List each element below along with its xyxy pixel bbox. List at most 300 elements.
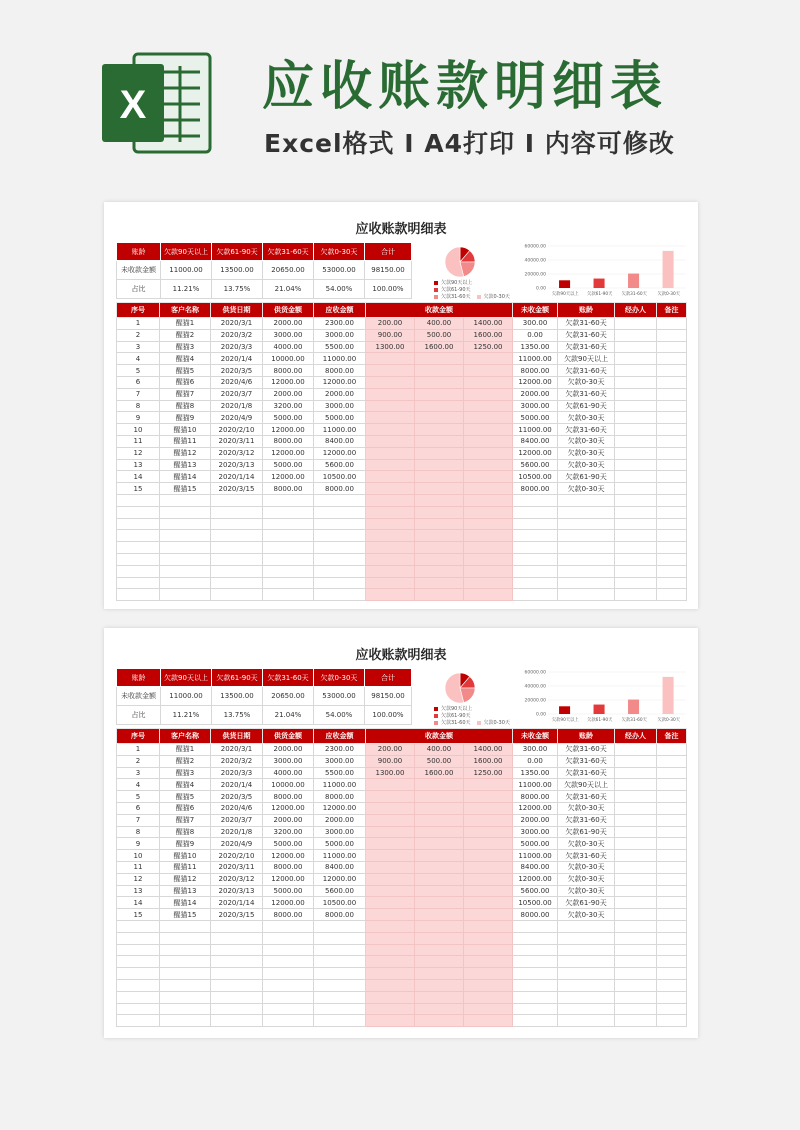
- legend-swatch: [434, 721, 438, 725]
- table-row: [117, 838, 687, 850]
- table-cell: 12000.00: [314, 873, 366, 885]
- table-cell: 8000.00: [314, 365, 366, 377]
- table-cell: [211, 518, 263, 530]
- table-cell: [464, 471, 513, 483]
- table-cell: [513, 589, 558, 601]
- table-header-cell: 收款金额: [366, 303, 513, 318]
- table-cell: [211, 991, 263, 1003]
- table-row: [117, 459, 687, 471]
- table-cell: [263, 506, 314, 518]
- table-cell: [657, 318, 687, 330]
- table-cell: [615, 850, 657, 862]
- table-cell: [263, 979, 314, 991]
- table-cell: 12000.00: [513, 802, 558, 814]
- table-cell: [615, 873, 657, 885]
- table-cell: [415, 412, 464, 424]
- table-cell: [464, 909, 513, 921]
- table-cell: [160, 530, 211, 542]
- summary-header-cell: 账龄: [117, 243, 161, 261]
- table-cell: [263, 494, 314, 506]
- summary-cell: 100.00%: [365, 280, 412, 299]
- empty-row: [117, 494, 687, 506]
- table-cell: [657, 755, 687, 767]
- detail-table: [116, 302, 687, 601]
- table-header-cell: 未收金额: [513, 729, 558, 744]
- table-header-cell: 备注: [657, 729, 687, 744]
- table-cell: 醒猫5: [160, 791, 211, 803]
- table-cell: 200.00: [366, 318, 415, 330]
- table-cell: [211, 920, 263, 932]
- table-cell: [464, 494, 513, 506]
- table-cell: [615, 542, 657, 554]
- x-tick-label: 欠款0-30天: [657, 718, 681, 723]
- table-cell: 3000.00: [263, 755, 314, 767]
- table-cell: 醒猫10: [160, 424, 211, 436]
- table-cell: [211, 979, 263, 991]
- table-cell: [415, 885, 464, 897]
- table-cell: [415, 1003, 464, 1015]
- table-row: [117, 814, 687, 826]
- table-cell: [160, 565, 211, 577]
- table-cell: 7: [117, 388, 160, 400]
- table-cell: [657, 979, 687, 991]
- table-cell: 欠款0-30天: [558, 909, 615, 921]
- table-cell: [615, 932, 657, 944]
- table-cell: 5000.00: [314, 412, 366, 424]
- table-cell: 欠款31-60天: [558, 814, 615, 826]
- table-cell: [615, 814, 657, 826]
- table-cell: [464, 850, 513, 862]
- empty-row: [117, 542, 687, 554]
- table-cell: [513, 991, 558, 1003]
- table-cell: [615, 767, 657, 779]
- table-cell: 12000.00: [513, 447, 558, 459]
- summary-row: [117, 261, 412, 280]
- table-cell: 10000.00: [263, 779, 314, 791]
- x-tick-label: 欠款90天以上: [551, 292, 579, 297]
- table-cell: [366, 353, 415, 365]
- table-cell: [657, 388, 687, 400]
- y-tick-label: 20000.00: [524, 272, 546, 278]
- table-cell: [558, 1003, 615, 1015]
- table-cell: [415, 459, 464, 471]
- table-cell: 11000.00: [314, 424, 366, 436]
- table-cell: [263, 553, 314, 565]
- table-cell: 欠款61-90天: [558, 471, 615, 483]
- table-cell: [314, 1015, 366, 1027]
- table-cell: [366, 932, 415, 944]
- summary-row: [117, 280, 412, 299]
- table-cell: [657, 920, 687, 932]
- table-cell: 醒猫1: [160, 744, 211, 756]
- table-header-cell: 收款金额: [366, 729, 513, 744]
- table-cell: [615, 435, 657, 447]
- summary-cell: 53000.00: [314, 261, 365, 280]
- table-cell: [657, 802, 687, 814]
- table-cell: 12000.00: [314, 376, 366, 388]
- table-cell: [464, 885, 513, 897]
- table-cell: [558, 553, 615, 565]
- table-cell: 3: [117, 767, 160, 779]
- table-cell: [263, 944, 314, 956]
- bar-chart: [520, 242, 688, 300]
- table-cell: 12000.00: [314, 447, 366, 459]
- table-cell: [160, 920, 211, 932]
- table-cell: 8000.00: [263, 909, 314, 921]
- summary-header-cell: 欠款61-90天: [212, 243, 263, 261]
- table-cell: 2000.00: [314, 388, 366, 400]
- table-cell: [615, 956, 657, 968]
- table-cell: [415, 968, 464, 980]
- table-cell: 5600.00: [314, 885, 366, 897]
- legend-label: 欠款61-90天: [441, 287, 471, 293]
- table-cell: [615, 1015, 657, 1027]
- table-cell: 5600.00: [513, 459, 558, 471]
- summary-cell: 98150.00: [365, 261, 412, 280]
- table-cell: [366, 412, 415, 424]
- table-cell: 5500.00: [314, 767, 366, 779]
- table-cell: [464, 873, 513, 885]
- table-cell: [366, 506, 415, 518]
- table-cell: [160, 944, 211, 956]
- sheet-title: 应收账款明细表: [355, 648, 447, 663]
- table-row: [117, 744, 687, 756]
- table-cell: [211, 1003, 263, 1015]
- table-cell: [657, 376, 687, 388]
- table-cell: 2: [117, 329, 160, 341]
- table-cell: [314, 506, 366, 518]
- summary-header-cell: 欠款0-30天: [314, 243, 365, 261]
- table-cell: [366, 802, 415, 814]
- x-tick-label: 欠款31-60天: [621, 718, 647, 723]
- table-cell: [366, 1015, 415, 1027]
- table-cell: 1350.00: [513, 767, 558, 779]
- table-cell: [415, 897, 464, 909]
- table-cell: [415, 435, 464, 447]
- table-cell: [263, 542, 314, 554]
- table-cell: [615, 897, 657, 909]
- summary-header-cell: 欠款61-90天: [212, 669, 263, 687]
- table-cell: [117, 932, 160, 944]
- table-cell: [211, 553, 263, 565]
- table-cell: 欠款31-60天: [558, 424, 615, 436]
- table-cell: 醒猫11: [160, 861, 211, 873]
- table-header-cell: 供货金额: [263, 729, 314, 744]
- table-cell: 10500.00: [513, 471, 558, 483]
- table-cell: [657, 861, 687, 873]
- bar: [594, 279, 605, 288]
- table-cell: [513, 920, 558, 932]
- table-cell: 1600.00: [415, 767, 464, 779]
- table-cell: 醒猫2: [160, 329, 211, 341]
- table-cell: [366, 494, 415, 506]
- table-cell: [657, 779, 687, 791]
- table-cell: [615, 318, 657, 330]
- table-cell: [211, 932, 263, 944]
- table-row: [117, 435, 687, 447]
- table-cell: 醒猫7: [160, 814, 211, 826]
- table-cell: 5000.00: [263, 838, 314, 850]
- table-cell: [263, 968, 314, 980]
- table-cell: [657, 944, 687, 956]
- table-cell: [615, 920, 657, 932]
- table-row: [117, 400, 687, 412]
- table-cell: [464, 459, 513, 471]
- table-cell: [657, 838, 687, 850]
- table-cell: 9: [117, 412, 160, 424]
- table-cell: [314, 979, 366, 991]
- table-cell: [117, 920, 160, 932]
- table-cell: [657, 1003, 687, 1015]
- table-cell: 3200.00: [263, 826, 314, 838]
- table-cell: [415, 802, 464, 814]
- table-cell: [657, 530, 687, 542]
- table-cell: [464, 412, 513, 424]
- legend-label: 欠款0-30天: [483, 720, 510, 726]
- table-cell: 1400.00: [464, 318, 513, 330]
- detail-table: [116, 728, 687, 1027]
- table-cell: 醒猫3: [160, 767, 211, 779]
- table-cell: [558, 494, 615, 506]
- table-cell: 9: [117, 838, 160, 850]
- table-cell: [415, 873, 464, 885]
- table-cell: [366, 518, 415, 530]
- table-cell: [615, 826, 657, 838]
- table-cell: [615, 968, 657, 980]
- table-cell: 醒猫9: [160, 838, 211, 850]
- summary-cell: 未收款金额: [117, 687, 161, 706]
- chart-legend: [434, 280, 516, 301]
- table-cell: 欠款61-90天: [558, 400, 615, 412]
- table-cell: [314, 944, 366, 956]
- table-cell: [415, 518, 464, 530]
- table-cell: 欠款31-60天: [558, 850, 615, 862]
- table-cell: [558, 991, 615, 1003]
- table-cell: [211, 506, 263, 518]
- table-cell: 11000.00: [513, 353, 558, 365]
- legend-swatch: [434, 295, 438, 299]
- table-cell: 2020/1/14: [211, 471, 263, 483]
- table-cell: [117, 979, 160, 991]
- table-cell: [415, 826, 464, 838]
- table-cell: [615, 838, 657, 850]
- table-cell: 8000.00: [513, 909, 558, 921]
- table-row: [117, 329, 687, 341]
- bar: [628, 700, 639, 714]
- table-cell: [513, 577, 558, 589]
- table-cell: [366, 885, 415, 897]
- table-cell: [366, 873, 415, 885]
- legend-swatch: [434, 707, 438, 711]
- summary-cell: 20650.00: [263, 687, 314, 706]
- table-row: [117, 471, 687, 483]
- empty-row: [117, 1003, 687, 1015]
- bar: [663, 677, 674, 714]
- table-cell: 5000.00: [263, 885, 314, 897]
- table-cell: [366, 826, 415, 838]
- table-cell: 2020/1/4: [211, 353, 263, 365]
- table-cell: 11000.00: [314, 779, 366, 791]
- table-cell: [464, 861, 513, 873]
- table-cell: 欠款0-30天: [558, 376, 615, 388]
- table-cell: [657, 553, 687, 565]
- table-cell: [615, 885, 657, 897]
- table-cell: 醒猫7: [160, 388, 211, 400]
- table-cell: 5: [117, 365, 160, 377]
- table-cell: [415, 577, 464, 589]
- table-cell: [615, 506, 657, 518]
- table-cell: [513, 506, 558, 518]
- summary-table: [116, 668, 412, 725]
- table-cell: [415, 861, 464, 873]
- table-cell: [160, 494, 211, 506]
- table-cell: [314, 991, 366, 1003]
- table-cell: [366, 838, 415, 850]
- table-cell: 2020/3/3: [211, 341, 263, 353]
- table-cell: [464, 553, 513, 565]
- table-cell: [615, 471, 657, 483]
- table-cell: 4: [117, 779, 160, 791]
- table-cell: 11000.00: [513, 424, 558, 436]
- table-cell: 欠款0-30天: [558, 483, 615, 495]
- table-row: [117, 885, 687, 897]
- table-cell: [615, 530, 657, 542]
- table-cell: [615, 365, 657, 377]
- table-cell: 8000.00: [263, 483, 314, 495]
- summary-cell: 54.00%: [314, 280, 365, 299]
- summary-cell: 13500.00: [212, 687, 263, 706]
- y-tick-label: 40000.00: [524, 684, 546, 690]
- empty-row: [117, 944, 687, 956]
- table-cell: 3000.00: [513, 400, 558, 412]
- table-cell: 5000.00: [263, 412, 314, 424]
- table-cell: [558, 944, 615, 956]
- table-cell: [657, 518, 687, 530]
- table-cell: 欠款0-30天: [558, 838, 615, 850]
- table-cell: [464, 542, 513, 554]
- table-cell: 2020/3/3: [211, 767, 263, 779]
- table-cell: [615, 589, 657, 601]
- table-cell: 2020/2/10: [211, 850, 263, 862]
- legend-swatch: [434, 288, 438, 292]
- table-cell: [464, 802, 513, 814]
- table-cell: 3200.00: [263, 400, 314, 412]
- table-cell: 8400.00: [314, 435, 366, 447]
- summary-table: [116, 242, 412, 299]
- summary-cell: 13.75%: [212, 706, 263, 725]
- table-cell: [558, 565, 615, 577]
- table-cell: [211, 956, 263, 968]
- table-cell: [160, 1015, 211, 1027]
- table-cell: [211, 1015, 263, 1027]
- table-cell: 7: [117, 814, 160, 826]
- y-tick-label: 60000.00: [524, 670, 546, 676]
- table-cell: [160, 956, 211, 968]
- table-cell: [211, 589, 263, 601]
- table-row: [117, 755, 687, 767]
- table-cell: [615, 341, 657, 353]
- table-cell: [415, 542, 464, 554]
- table-cell: 8400.00: [513, 435, 558, 447]
- table-cell: [211, 542, 263, 554]
- table-cell: [366, 814, 415, 826]
- table-cell: 2020/3/5: [211, 365, 263, 377]
- table-cell: 8000.00: [263, 435, 314, 447]
- table-cell: 醒猫1: [160, 318, 211, 330]
- table-cell: [657, 791, 687, 803]
- table-cell: 1250.00: [464, 767, 513, 779]
- table-cell: 醒猫9: [160, 412, 211, 424]
- table-cell: [366, 565, 415, 577]
- table-cell: [415, 850, 464, 862]
- empty-row: [117, 506, 687, 518]
- table-cell: 醒猫8: [160, 400, 211, 412]
- table-cell: 1600.00: [464, 329, 513, 341]
- table-cell: 1350.00: [513, 341, 558, 353]
- table-cell: 2020/3/7: [211, 388, 263, 400]
- table-cell: [366, 447, 415, 459]
- table-cell: 2000.00: [263, 814, 314, 826]
- table-cell: 2020/3/13: [211, 885, 263, 897]
- table-cell: [513, 968, 558, 980]
- table-cell: [263, 1015, 314, 1027]
- table-cell: 2020/1/14: [211, 897, 263, 909]
- table-row: [117, 341, 687, 353]
- table-cell: [464, 424, 513, 436]
- table-cell: [464, 944, 513, 956]
- table-cell: 8000.00: [513, 483, 558, 495]
- table-cell: [464, 447, 513, 459]
- table-cell: [366, 365, 415, 377]
- table-cell: [513, 1003, 558, 1015]
- table-cell: [657, 885, 687, 897]
- table-cell: [314, 956, 366, 968]
- table-cell: 10: [117, 424, 160, 436]
- table-cell: 欠款31-60天: [558, 329, 615, 341]
- bar: [663, 251, 674, 288]
- table-cell: [657, 850, 687, 862]
- table-cell: 11: [117, 861, 160, 873]
- table-cell: 10500.00: [314, 897, 366, 909]
- table-cell: [615, 447, 657, 459]
- table-cell: [117, 589, 160, 601]
- table-cell: [415, 944, 464, 956]
- table-cell: 1: [117, 744, 160, 756]
- table-cell: 2020/3/7: [211, 814, 263, 826]
- table-cell: [657, 565, 687, 577]
- summary-header-cell: 欠款31-60天: [263, 243, 314, 261]
- table-cell: [366, 553, 415, 565]
- summary-cell: 20650.00: [263, 261, 314, 280]
- table-cell: [117, 494, 160, 506]
- x-tick-label: 欠款0-30天: [657, 292, 681, 297]
- table-cell: [464, 897, 513, 909]
- table-cell: [657, 932, 687, 944]
- empty-row: [117, 577, 687, 589]
- table-cell: [314, 968, 366, 980]
- table-header-cell: 应收金额: [314, 729, 366, 744]
- table-cell: 4000.00: [263, 341, 314, 353]
- table-cell: [211, 530, 263, 542]
- table-cell: [657, 589, 687, 601]
- table-cell: 欠款0-30天: [558, 885, 615, 897]
- table-cell: [366, 861, 415, 873]
- table-cell: 欠款31-60天: [558, 744, 615, 756]
- table-cell: [615, 979, 657, 991]
- table-row: [117, 897, 687, 909]
- y-tick-label: 0.00: [535, 712, 546, 718]
- table-cell: [657, 991, 687, 1003]
